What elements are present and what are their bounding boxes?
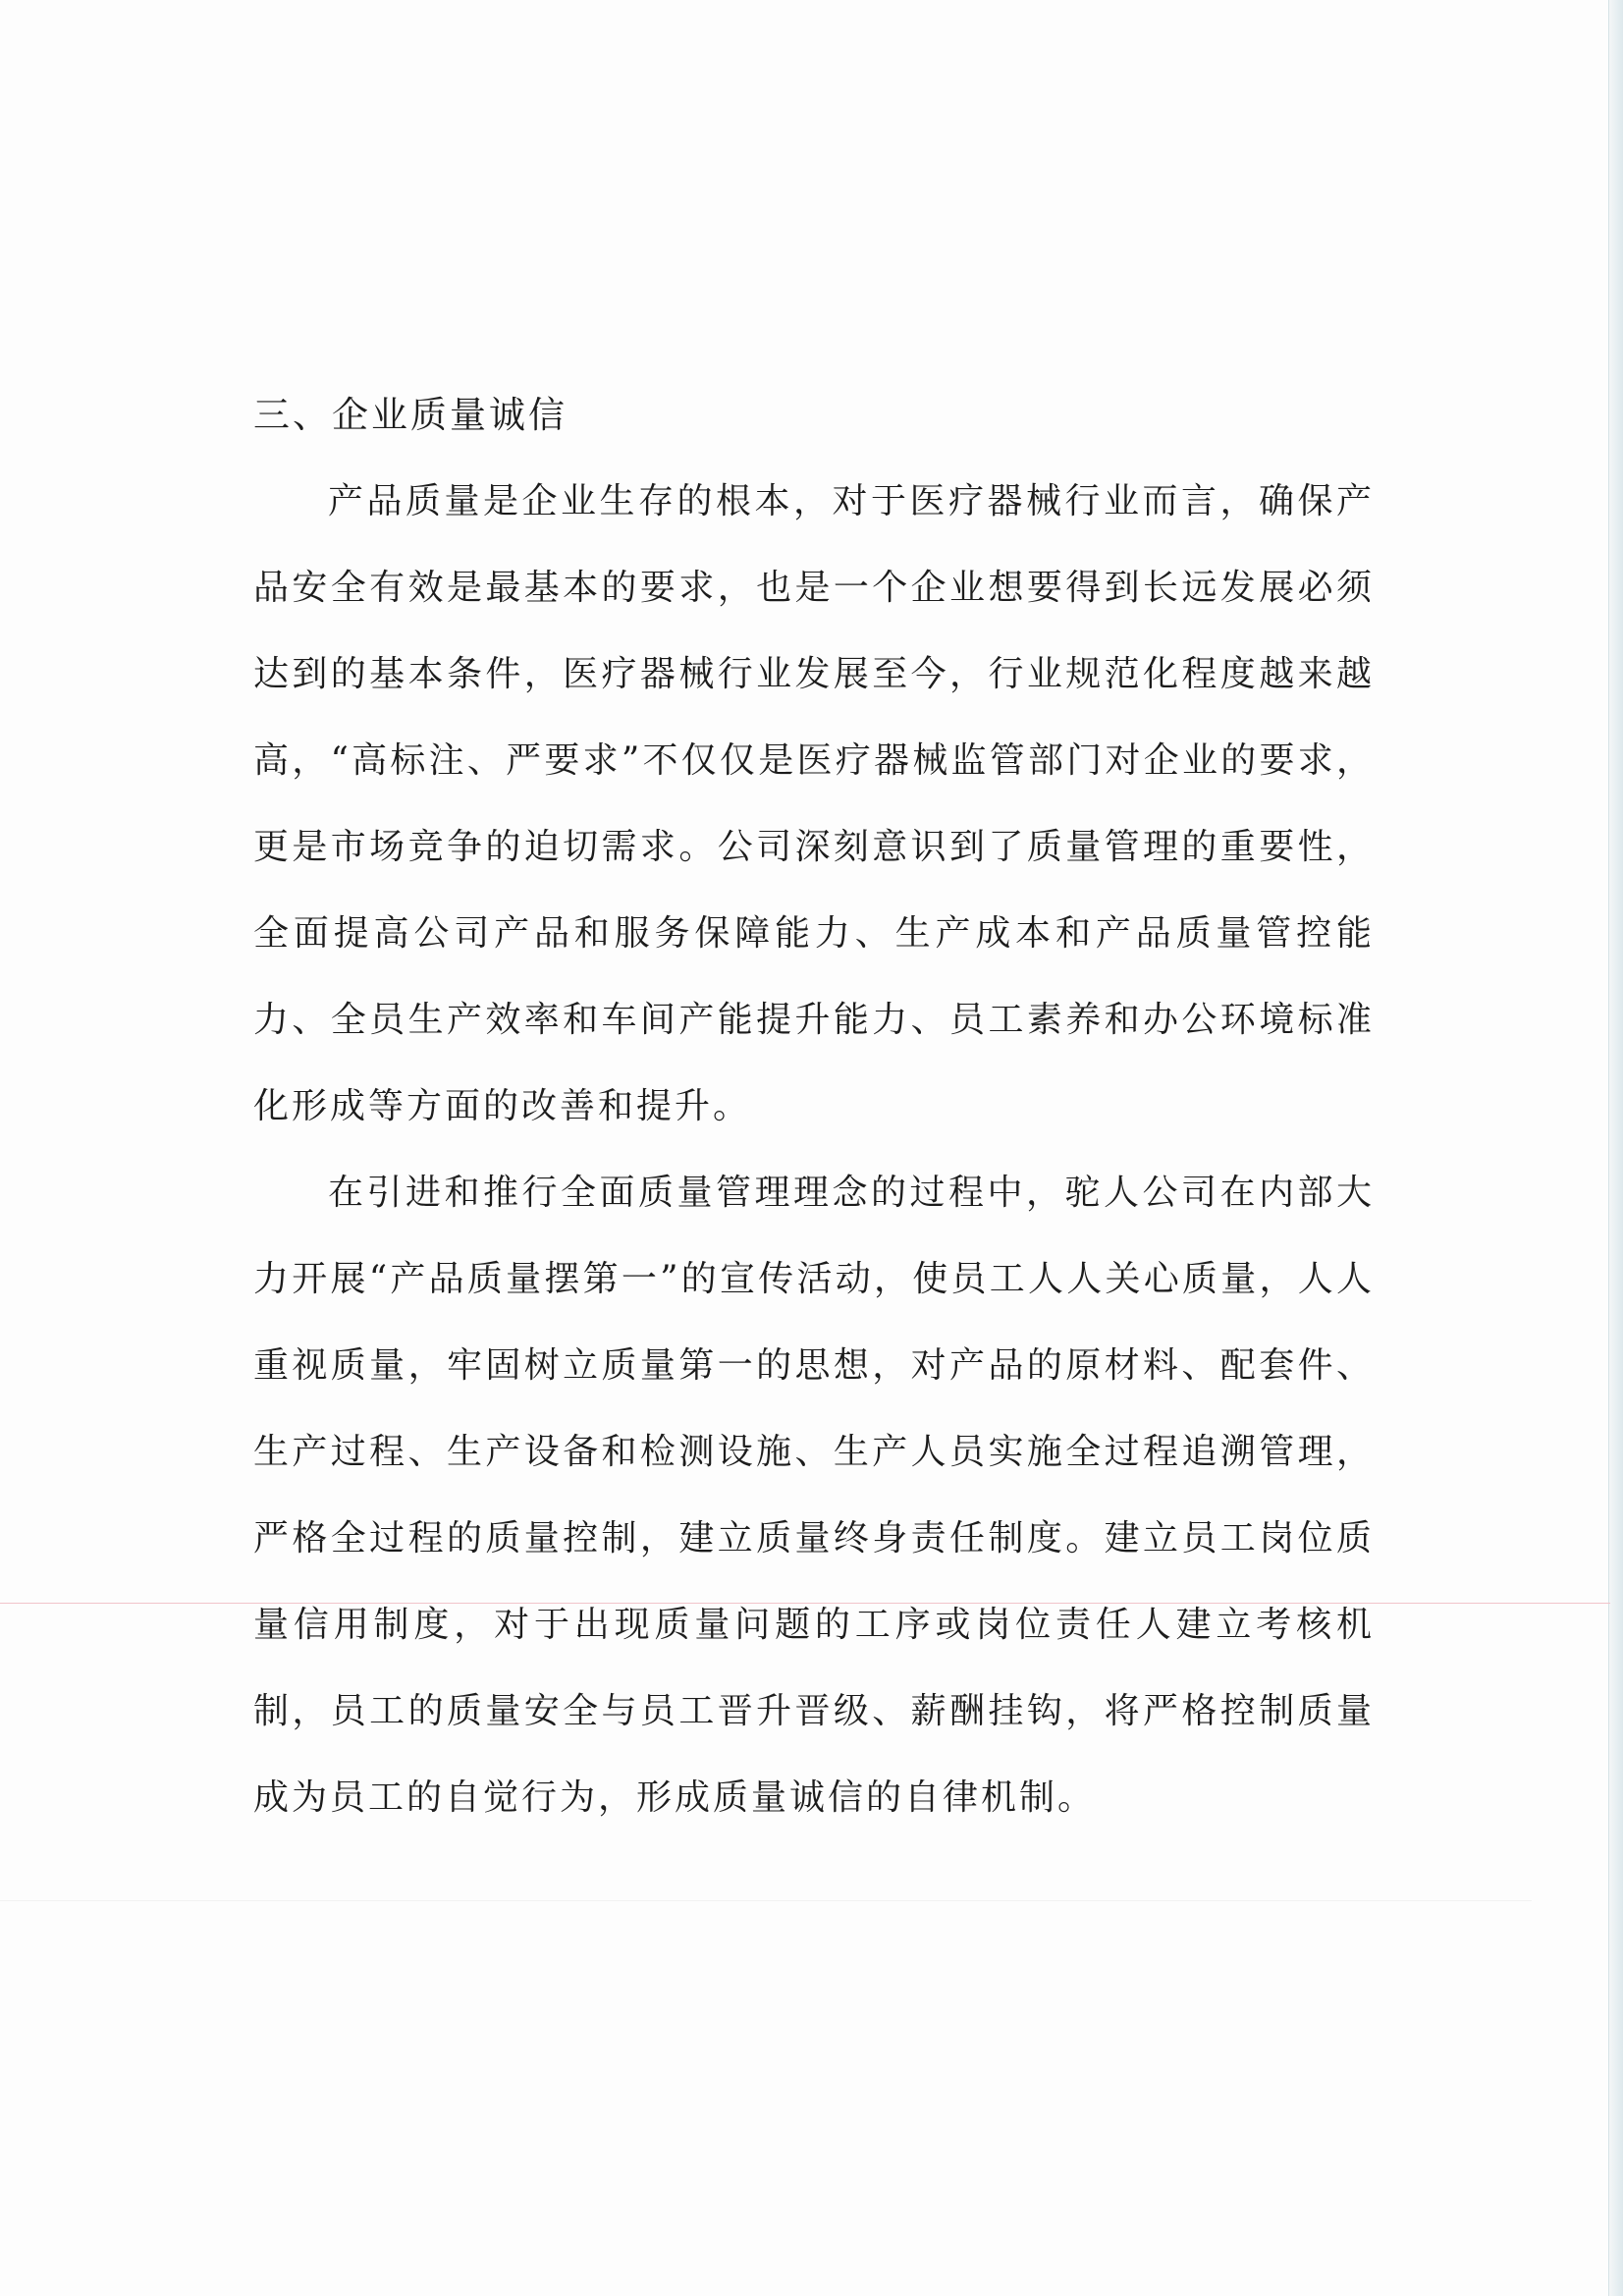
scan-artifact-line-faint <box>0 1900 1532 1901</box>
section-heading: 三、企业质量诚信 <box>253 394 568 436</box>
paragraph-quality-management: 在引进和推行全面质量管理理念的过程中，驼人公司在内部大力开展“产品质量摆第一”的宣传活动，使员工人人关心质量，人人重视质量，牢固树立质量第一的思想，对产品的原材料、配套件、生产过程、生产设备和检测设施、生产人员实施全过程追溯管理，严格全过程的质量控制，建立质量终身责任制度。建立员工岗位质量信用制度，对于出现质量问题的工序或岗位责任人建立考核机制，员工的质量安全与员工晋升晋级、薪酬挂钩，将严格控制质量成为员工的自觉行为，形成质量诚信的自律机制。 <box>253 1173 1375 1818</box>
document-body <box>253 385 1375 1841</box>
scan-edge <box>1608 0 1623 2296</box>
paragraph-product-quality: 产品质量是企业生存的根本，对于医疗器械行业而言，确保产品安全有效是最基本的要求，也是一个企业想要得到长远发展必须达到的基本条件，医疗器械行业发展至今，行业规范化程度越来越高，“高标注、严要求”不仅仅是医疗器械监管部门对企业的要求，更是市场竞争的迫切需求。公司深刻意识到了质量管理的重要性，全面提高公司产品和服务保障能力、生产成本和产品质量管控能力、全员生产效率和车间产能提升能力、员工素养和办公环境标准化形成等方面的改善和提升。 <box>253 481 1375 1126</box>
